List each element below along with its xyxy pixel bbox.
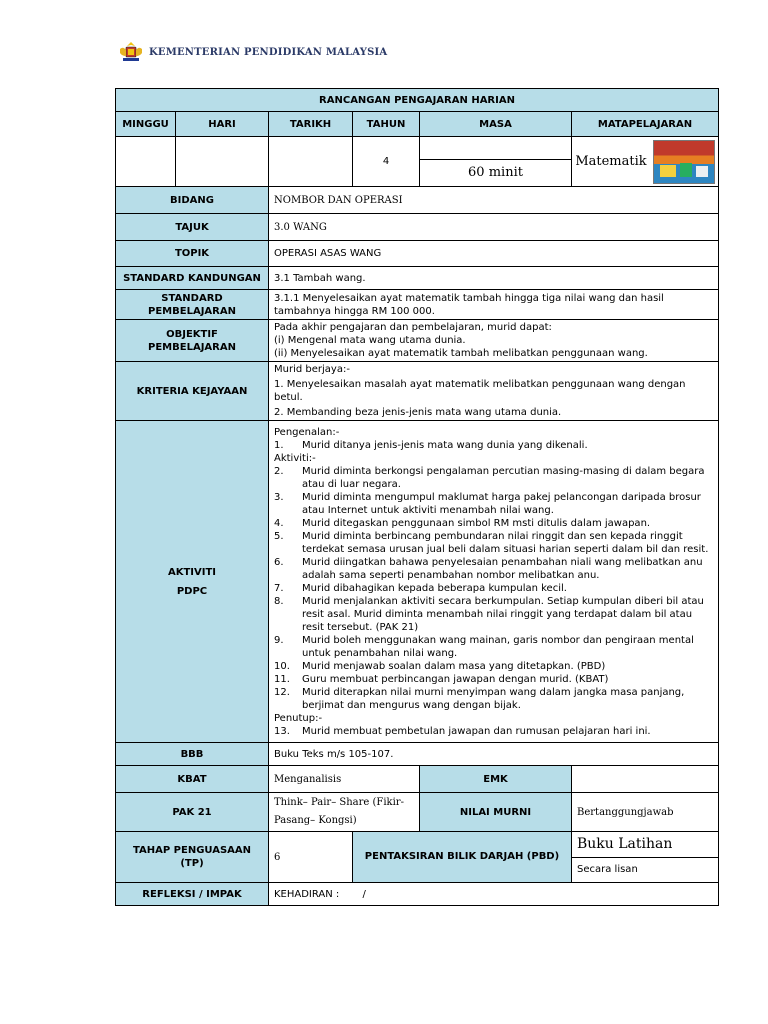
activity-number: 7. <box>274 582 284 594</box>
activity-text: Murid menjalankan aktiviti secara berkumpulan. Setiap kumpulan diberi bil atau resit asal. Murid diminta menambah nilai ringgit yang terdapat dalam bil atau resit tersebut. (PAK 21) <box>302 595 704 633</box>
activity-item <box>274 439 713 452</box>
col-minggu: MINGGU <box>116 112 176 137</box>
activity-text: Murid diminta berbincang pembundaran nilai ringgit dan sen kepada ringgit terdekat semasa urusan jual beli dalam situasi harian seperti dalam bil dan resit. <box>302 530 709 555</box>
label-pak21: PAK 21 <box>116 793 269 832</box>
activity-text: Murid menjawab soalan dalam masa yang ditetapkan. (PBD) <box>302 660 606 672</box>
label-tahap-penguasaan: TAHAP PENGUASAAN (TP) <box>116 832 269 883</box>
value-bidang: NOMBOR DAN OPERASI <box>269 187 719 214</box>
activity-text: Murid diingatkan bahawa penyelesaian penambahan niali wang melibatkan anu adalah sama seperti penambahan nombor melibatkan anu. <box>302 556 703 581</box>
activity-item <box>274 556 713 582</box>
label-tajuk: TAJUK <box>116 214 269 241</box>
activity-item <box>274 530 713 556</box>
lesson-plan-table <box>115 88 719 906</box>
activity-item <box>274 491 713 517</box>
activity-text: Murid ditegaskan penggunaan simbol RM msti ditulis dalam jawapan. <box>302 517 651 529</box>
activity-number: 3. <box>274 491 284 503</box>
label-aktiviti <box>116 421 269 743</box>
value-pak21: Think– Pair– Share (Fikir-Pasang– Kongsi) <box>269 793 420 832</box>
activity-text: Murid boleh menggunakan wang mainan, garis nombor dan pengiraan mental untuk penambahan nilai wang. <box>302 634 694 659</box>
value-kbat: Menganalisis <box>269 766 420 793</box>
value-refleksi <box>269 883 719 906</box>
malaysia-crest-icon <box>117 41 145 63</box>
activity-number: 10. <box>274 660 290 672</box>
value-subjek-cell <box>572 137 719 187</box>
value-subjek: Matematik <box>575 153 647 169</box>
value-tahap-penguasaan: 6 <box>269 832 353 883</box>
value-aktiviti <box>269 421 719 743</box>
activity-number: 9. <box>274 634 284 646</box>
col-hari: HARI <box>176 112 269 137</box>
activity-item <box>274 725 713 738</box>
page-header <box>117 40 387 64</box>
value-masa-cell <box>420 137 572 187</box>
value-nilai-murni: Bertanggungjawab <box>572 793 719 832</box>
activity-text: Murid diminta berkongsi pengalaman percutian masing-masing di dalam begara atau di luar negara. <box>302 465 705 490</box>
activity-number: 11. <box>274 673 290 685</box>
activity-number: 4. <box>274 517 284 529</box>
value-topik: OPERASI ASAS WANG <box>269 241 719 267</box>
activity-number: 12. <box>274 686 290 698</box>
aktiviti-label: AKTIVITI <box>167 566 217 578</box>
value-pbd-2: Secara lisan <box>577 864 638 875</box>
label-standard-pembelajaran: STANDARD PEMBELAJARAN <box>116 290 269 320</box>
intro-heading: Pengenalan:- <box>274 426 340 438</box>
table-title: RANCANGAN PENGAJARAN HARIAN <box>116 89 719 112</box>
col-tahun: TAHUN <box>353 112 420 137</box>
activity-text: Murid ditanya jenis-jenis mata wang dunia yang dikenali. <box>302 439 588 451</box>
value-bbb: Buku Teks m/s 105-107. <box>269 743 719 766</box>
objektif-line: Pada akhir pengajaran dan pembelajaran, murid dapat: <box>274 322 552 333</box>
activity-item <box>274 660 713 673</box>
intro-list <box>274 439 713 452</box>
kehadiran-label: KEHADIRAN : <box>274 888 340 900</box>
value-emk <box>572 766 719 793</box>
activity-number: 5. <box>274 530 284 542</box>
activity-item <box>274 595 713 634</box>
col-tarikh: TARIKH <box>269 112 353 137</box>
activity-number: 2. <box>274 465 284 477</box>
activity-text: Guru membuat perbincangan jawapan dengan murid. (KBAT) <box>302 673 609 685</box>
activity-item <box>274 517 713 530</box>
label-kriteria: KRITERIA KEJAYAAN <box>116 362 269 421</box>
value-pbd-cell <box>572 832 719 883</box>
activity-number: 6. <box>274 556 284 568</box>
value-minggu <box>116 137 176 187</box>
activity-item <box>274 686 713 712</box>
objektif-line: (ii) Menyelesaikan ayat matematik tambah melibatkan penggunaan wang. <box>274 348 648 359</box>
label-bbb: BBB <box>116 743 269 766</box>
value-masa: 60 minit <box>468 165 523 180</box>
kriteria-line: 2. Membanding beza jenis-jenis mata wang utama dunia. <box>274 407 562 418</box>
label-objektif: OBJEKTIF PEMBELAJARAN <box>116 320 269 362</box>
aktiviti-heading: Aktiviti:- <box>274 452 316 464</box>
activity-text: Murid diterapkan nilai murni menyimpan wang dalam jangka masa panjang, berjimat dan mengurus wang dengan bijak. <box>302 686 685 711</box>
kehadiran-slash: / <box>362 888 366 900</box>
textbook-cover-icon <box>653 140 715 184</box>
value-tahun: 4 <box>353 137 420 187</box>
label-nilai-murni: NILAI MURNI <box>420 793 572 832</box>
activity-item <box>274 673 713 686</box>
ministry-name: KEMENTERIAN PENDIDIKAN MALAYSIA <box>149 46 388 58</box>
kriteria-line: 1. Menyelesaikan masalah ayat matematik melibatkan penggunaan wang dengan betul. <box>274 379 686 403</box>
label-pbd: PENTAKSIRAN BILIK DARJAH (PBD) <box>353 832 572 883</box>
activity-text: Murid dibahagikan kepada beberapa kumpulan kecil. <box>302 582 567 594</box>
activity-item <box>274 582 713 595</box>
objektif-line: (i) Mengenal mata wang utama dunia. <box>274 335 466 346</box>
value-pbd-1: Buku Latihan <box>572 832 718 858</box>
label-kbat: KBAT <box>116 766 269 793</box>
col-matapelajaran: MATAPELAJARAN <box>572 112 719 137</box>
value-tajuk: 3.0 WANG <box>269 214 719 241</box>
aktiviti-list <box>274 465 713 712</box>
value-tarikh <box>269 137 353 187</box>
value-kriteria <box>269 362 719 421</box>
value-masa-top <box>420 137 571 160</box>
pdpc-label: PDPC <box>176 585 208 597</box>
value-standard-pembelajaran: 3.1.1 Menyelesaikan ayat matematik tambah hingga tiga nilai wang dan hasil tambahnya hingga RM 100 000. <box>269 290 719 320</box>
activity-number: 1. <box>274 439 284 451</box>
activity-item <box>274 634 713 660</box>
col-masa: MASA <box>420 112 572 137</box>
activity-number: 13. <box>274 725 290 737</box>
penutup-list <box>274 725 713 738</box>
penutup-heading: Penutup:- <box>274 712 323 724</box>
label-bidang: BIDANG <box>116 187 269 214</box>
label-standard-kandungan: STANDARD KANDUNGAN <box>116 267 269 290</box>
activity-text: Murid diminta mengumpul maklumat harga pakej pelancongan daripada brosur atau Internet untuk aktiviti menambah nilai wang. <box>302 491 701 516</box>
activity-item <box>274 465 713 491</box>
label-topik: TOPIK <box>116 241 269 267</box>
activity-text: Murid membuat pembetulan jawapan dan rumusan pelajaran hari ini. <box>302 725 651 737</box>
value-standard-kandungan: 3.1 Tambah wang. <box>269 267 719 290</box>
label-refleksi: REFLEKSI / IMPAK <box>116 883 269 906</box>
activity-number: 8. <box>274 595 284 607</box>
label-emk: EMK <box>420 766 572 793</box>
value-hari <box>176 137 269 187</box>
value-objektif <box>269 320 719 362</box>
kriteria-line: Murid berjaya:- <box>274 364 350 375</box>
